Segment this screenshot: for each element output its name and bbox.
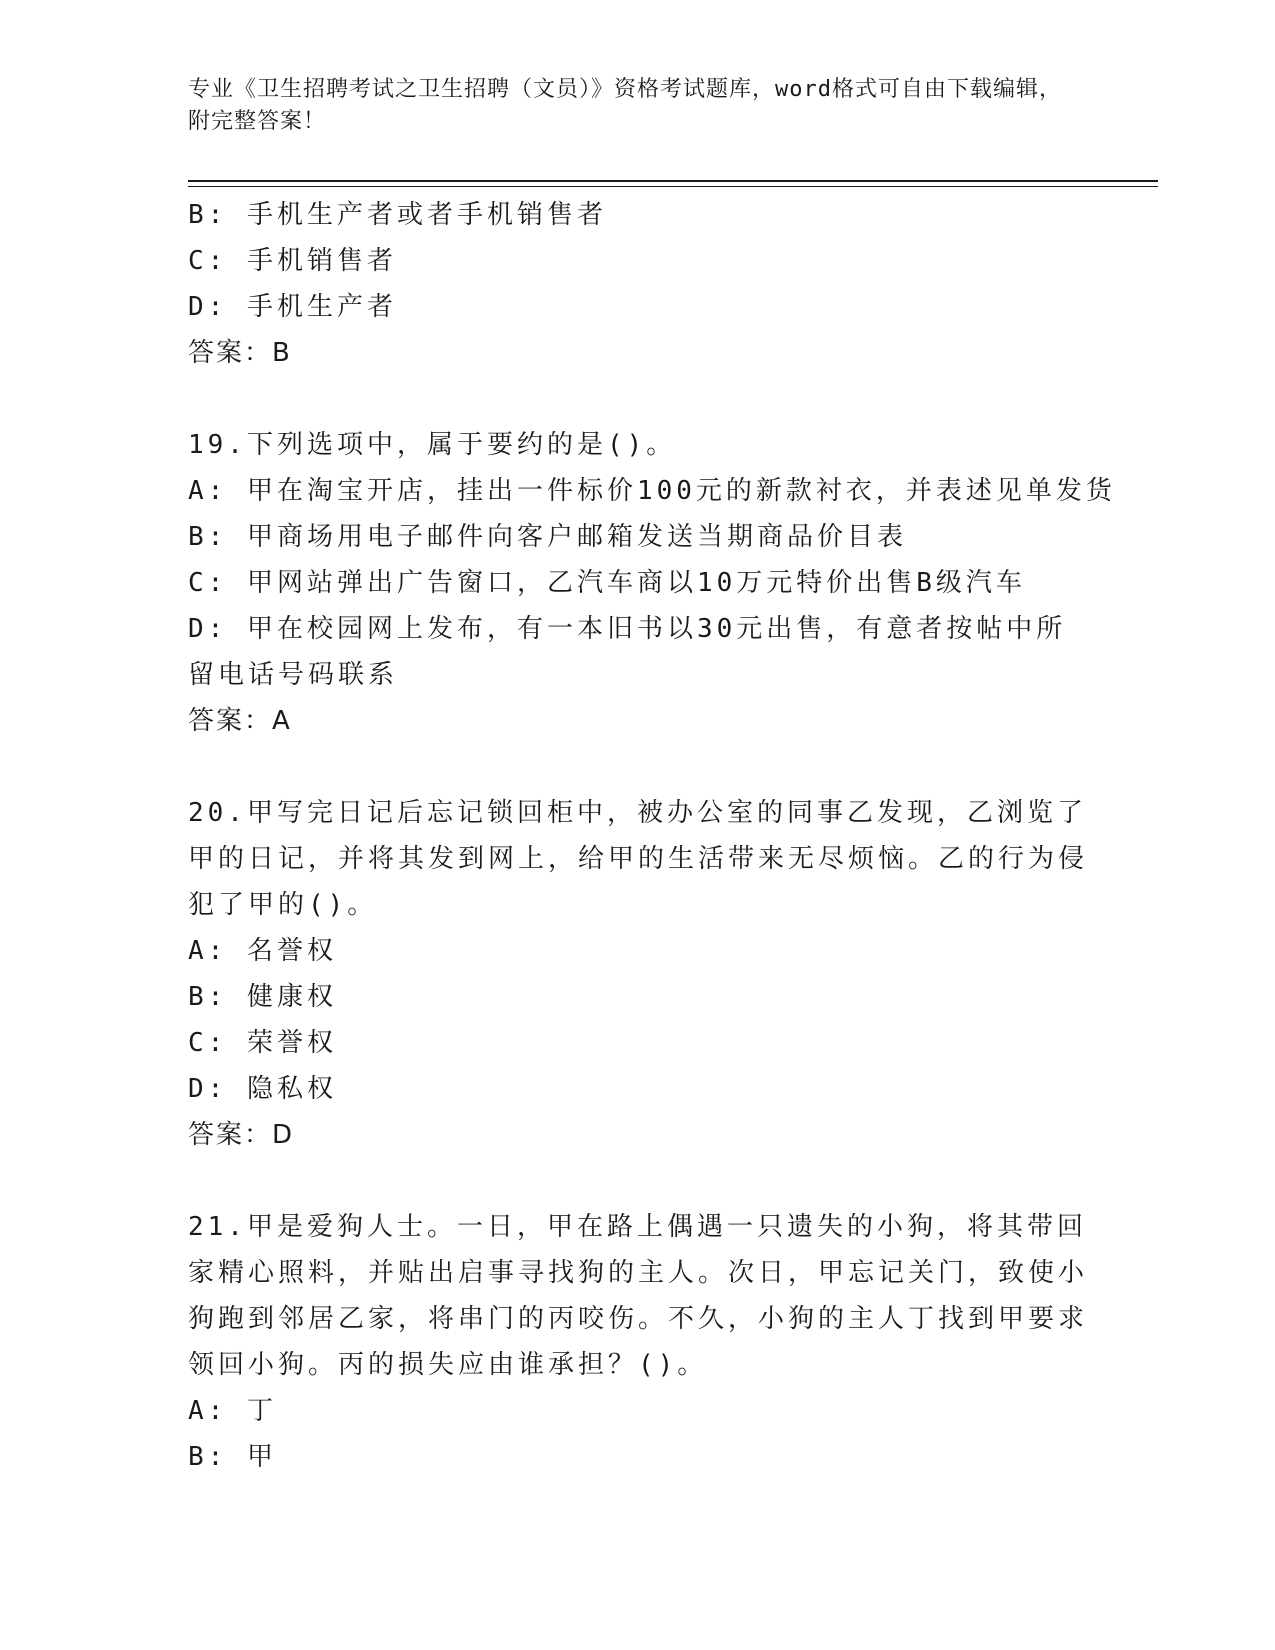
spacer (188, 744, 1088, 790)
question-21 (188, 1204, 1088, 1480)
answer-line: 答案：B (188, 338, 292, 368)
option-d: D: 隐私权 (188, 1074, 337, 1104)
document-header: 专业《卫生招聘考试之卫生招聘（文员）》资格考试题库，word格式可自由下载编辑，附完整答案！ (188, 77, 1062, 134)
question-stem: 20.甲写完日记后忘记锁回柜中，被办公室的同事乙发现，乙浏览了甲的日记，并将其发到网上，给甲的生活带来无尽烦恼。乙的行为侵犯了甲的()。 (188, 798, 1089, 920)
option-b: B: 手机生产者或者手机销售者 (188, 200, 607, 230)
option-d: D: 手机生产者 (188, 292, 397, 322)
option-b: B: 健康权 (188, 982, 337, 1012)
option-c: C: 甲网站弹出广告窗口，乙汽车商以10万元特价出售B级汽车 (188, 568, 1026, 598)
question-19 (188, 422, 1116, 744)
option-d: D: 甲在校园网上发布，有一本旧书以30元出售，有意者按帖中所留电话号码联系 (188, 614, 1067, 690)
question-20 (188, 790, 1088, 1158)
option-a: A: 甲在淘宝开店，挂出一件标价100元的新款衬衣，并表述见单发货 (188, 476, 1116, 506)
question-content (188, 192, 1116, 1480)
question-stem: 21.甲是爱狗人士。一日，甲在路上偶遇一只遗失的小狗，将其带回家精心照料，并贴出启事寻找狗的主人。次日，甲忘记关门，致使小狗跑到邻居乙家，将串门的丙咬伤。不久，小狗的主人丁找到甲要求领回小狗。丙的损失应由谁承担？()。 (188, 1212, 1089, 1380)
answer-line: 答案：A (188, 706, 292, 736)
header-rule-thick (188, 180, 1158, 182)
option-a: A: 丁 (188, 1396, 277, 1426)
header-rule-thin (188, 186, 1158, 187)
option-c: C: 手机销售者 (188, 246, 397, 276)
option-a: A: 名誉权 (188, 936, 337, 966)
spacer (188, 376, 1088, 422)
spacer (188, 1158, 1088, 1204)
question-18-continuation (188, 192, 1088, 376)
option-b: B: 甲商场用电子邮件向客户邮箱发送当期商品价目表 (188, 522, 907, 552)
option-c: C: 荣誉权 (188, 1028, 337, 1058)
question-stem: 19.下列选项中，属于要约的是()。 (188, 430, 677, 460)
answer-line: 答案：D (188, 1120, 295, 1150)
option-b: B: 甲 (188, 1442, 277, 1472)
